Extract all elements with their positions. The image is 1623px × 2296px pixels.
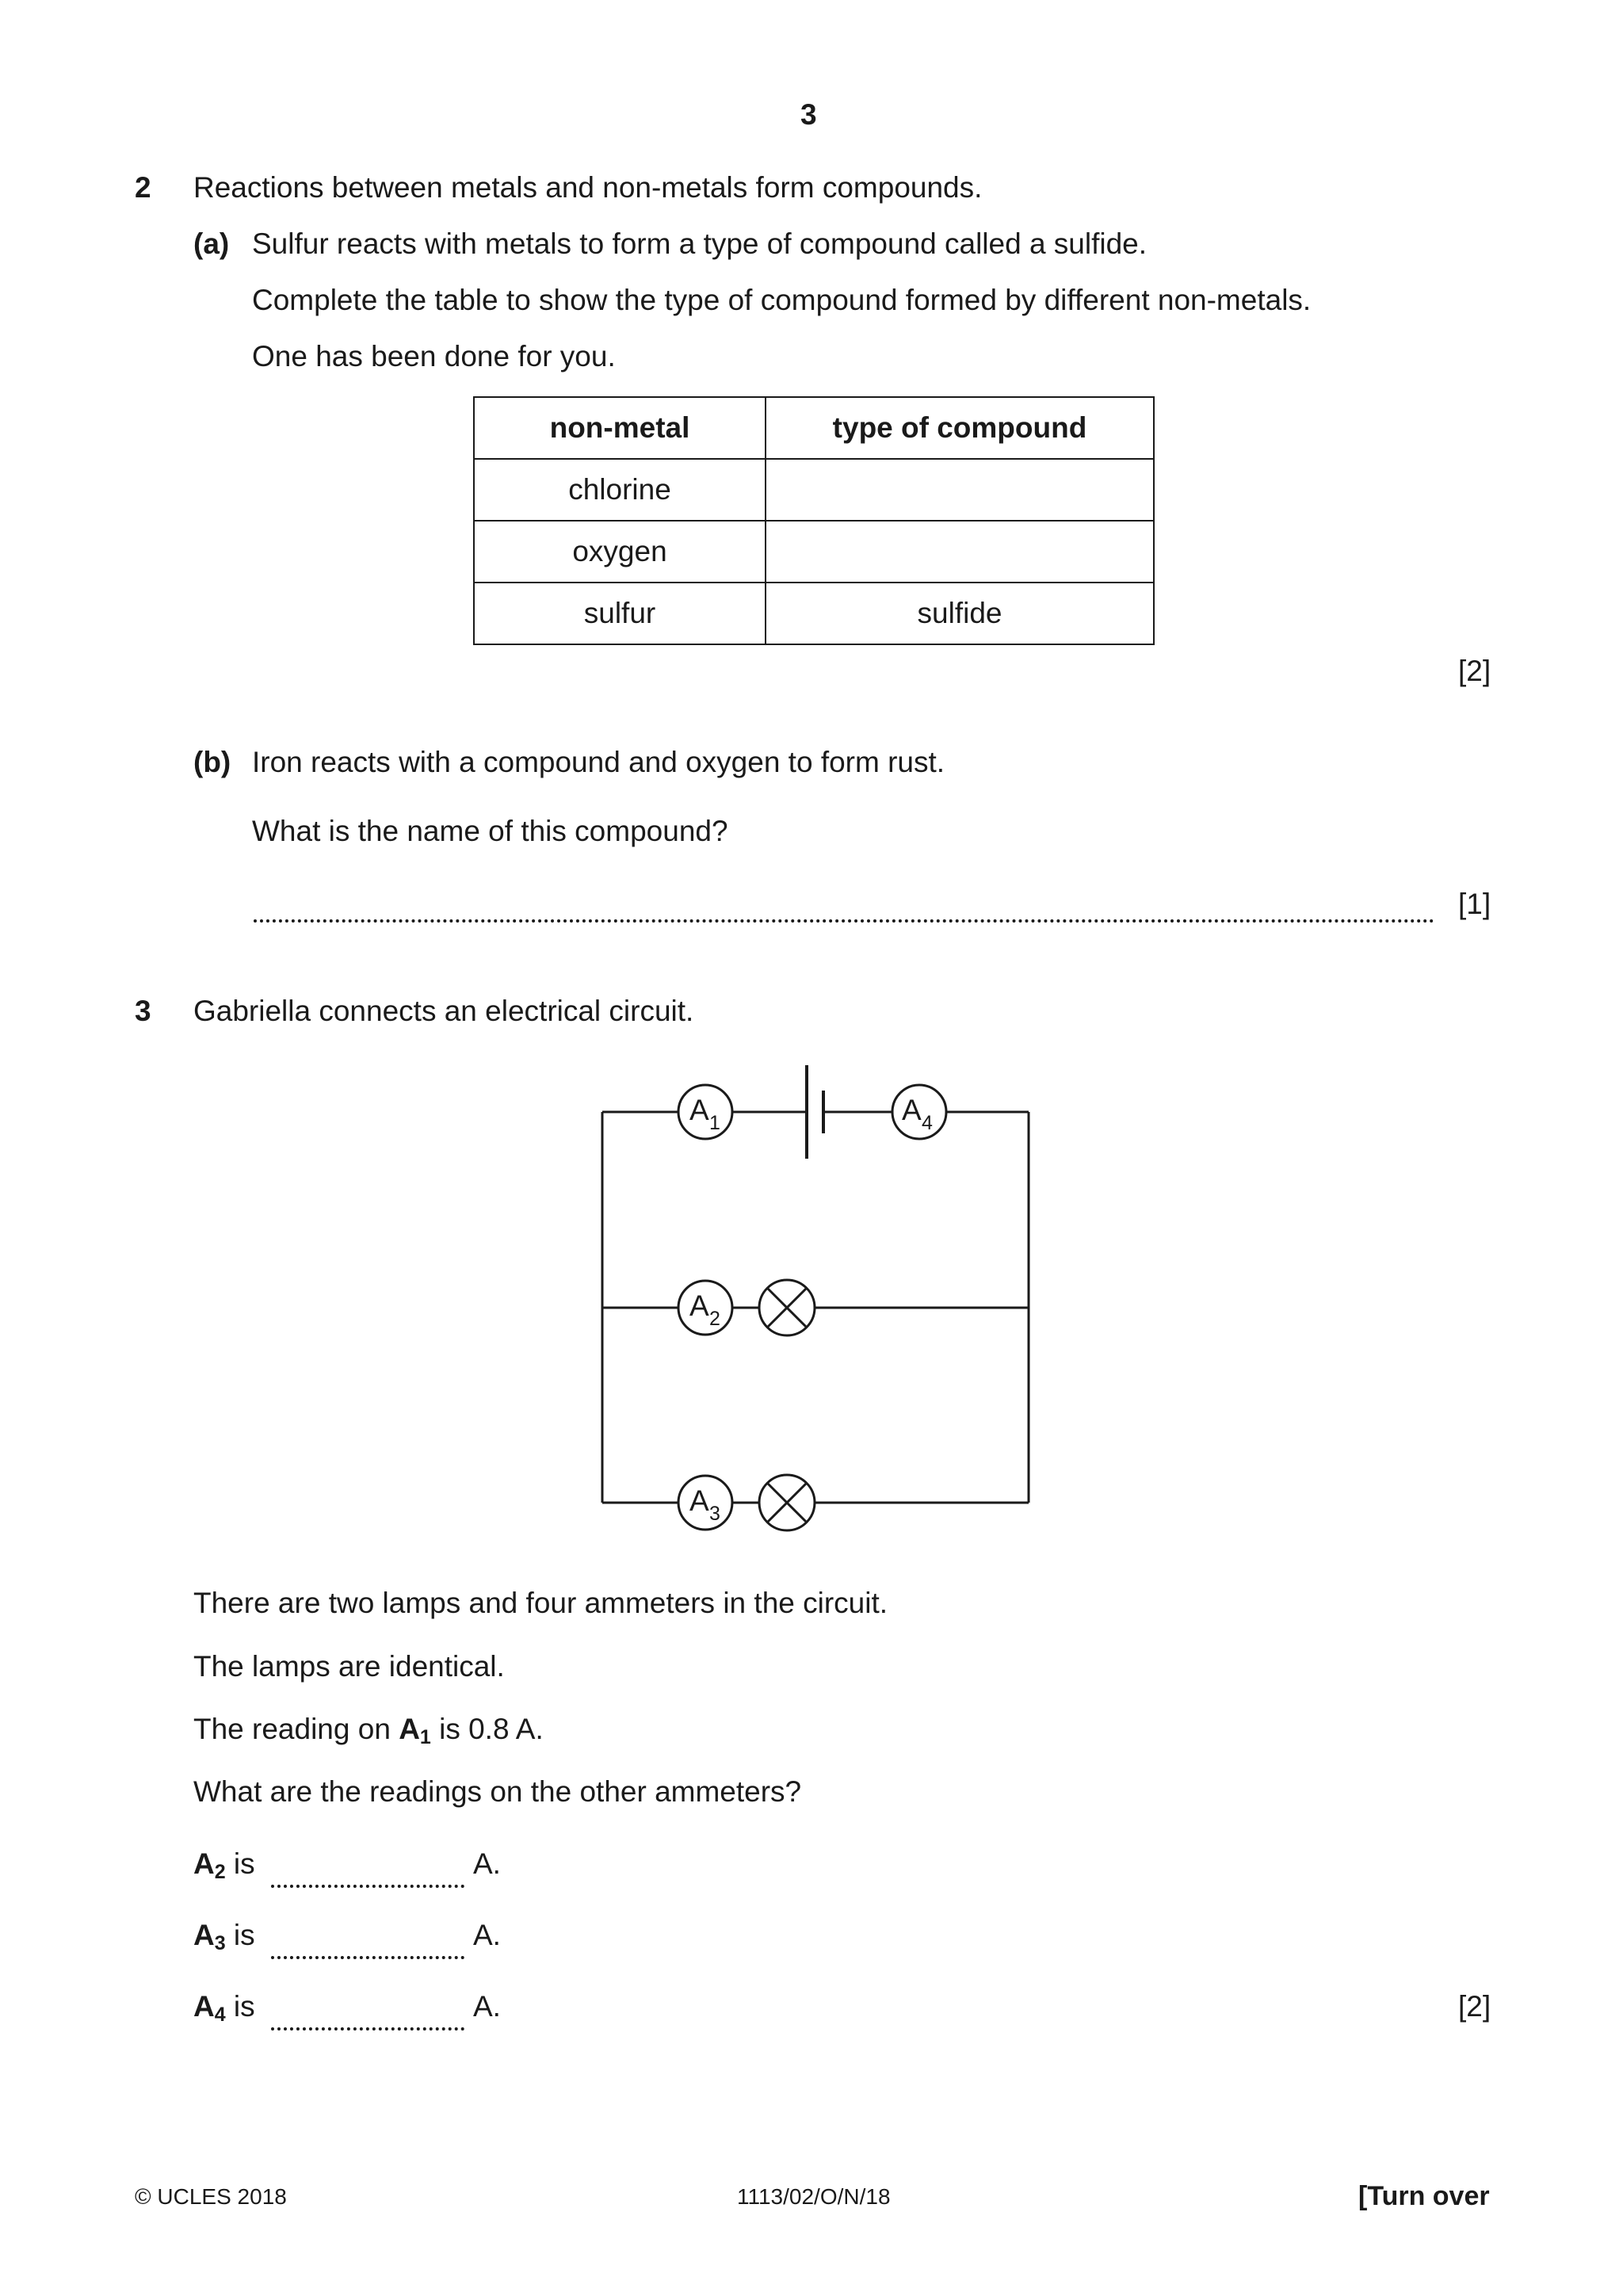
table-cell-nonmetal: oxygen xyxy=(474,521,766,583)
answer-a2-label: $A_2$ is xyxy=(193,1847,255,1883)
ammeter-a2-subscript: 2 xyxy=(709,1308,720,1330)
answer-a3-label: $A_3$ is xyxy=(193,1919,255,1954)
footer-copyright: © UCLES 2018 xyxy=(135,2184,287,2209)
footer-turn-over: [Turn over xyxy=(1358,2181,1490,2211)
table-cell-compound: sulfide xyxy=(766,583,1154,644)
reading-meter-sub: 1 xyxy=(419,1726,431,1748)
ammeter-a3-subscript: 3 xyxy=(709,1503,720,1525)
ammeter-a4-letter: A xyxy=(902,1094,922,1126)
q2a-line2: Complete the table to show the type of compound formed by different non-metals. xyxy=(252,284,1312,316)
q3-marks: [2] xyxy=(1458,1990,1491,2023)
table-header-compound: type of compound xyxy=(766,397,1154,459)
q3-stem: Gabriella connects an electrical circuit. xyxy=(193,995,694,1027)
q2b-label: (b) xyxy=(193,746,231,778)
answer-a4-line[interactable] xyxy=(271,2027,464,2030)
q2b-line1: Iron reacts with a compound and oxygen to form rust. xyxy=(252,746,945,778)
answer-a4-unit: A. xyxy=(473,1990,501,2023)
q2a-label: (a) xyxy=(193,227,230,260)
ammeter-a1-subscript: 1 xyxy=(709,1112,720,1134)
page-number: 3 xyxy=(800,98,817,131)
q3-line1: There are two lamps and four ammeters in the circuit. xyxy=(193,1587,888,1619)
q2a-line3: One has been done for you. xyxy=(252,340,616,372)
footer-code: 1113/02/O/N/18 xyxy=(737,2184,891,2209)
q3-number: 3 xyxy=(135,995,151,1027)
q2b-marks: [1] xyxy=(1458,888,1491,920)
answer-a2-unit: A. xyxy=(473,1847,501,1880)
q2-number: 2 xyxy=(135,171,151,204)
q2-stem: Reactions between metals and non-metals form compounds. xyxy=(193,171,983,204)
answer-a3-line[interactable] xyxy=(271,1956,464,1959)
answer-a2-line[interactable] xyxy=(271,1885,464,1888)
ammeter-a1-letter: A xyxy=(689,1094,709,1126)
answer-a3-unit: A. xyxy=(473,1919,501,1951)
answer-a4-label: $A_4$ is xyxy=(193,1990,255,2026)
q3-question: What are the readings on the other ammeters? xyxy=(193,1775,802,1808)
lamp-1-icon xyxy=(759,1280,815,1335)
reading-suffix: is 0.8 A. xyxy=(430,1713,544,1745)
q3-reading xyxy=(193,1713,544,1749)
ammeter-a2-letter: A xyxy=(689,1289,709,1322)
q2a-marks: [2] xyxy=(1458,655,1491,687)
q2b-line2: What is the name of this compound? xyxy=(252,815,728,847)
q3-line2: The lamps are identical. xyxy=(193,1650,505,1683)
table-cell-nonmetal: chlorine xyxy=(474,459,766,521)
reading-prefix: The reading on xyxy=(193,1713,399,1745)
reading-meter: A xyxy=(399,1713,420,1745)
lamp-2-icon xyxy=(759,1475,815,1530)
table-header-nonmetal: non-metal xyxy=(474,397,766,459)
table-cell-nonmetal: sulfur xyxy=(474,583,766,644)
ammeter-a3-letter: A xyxy=(689,1484,709,1517)
q2a-line1: Sulfur reacts with metals to form a type of compound called a sulfide. xyxy=(252,227,1148,260)
ammeter-a4-subscript: 4 xyxy=(922,1112,933,1134)
